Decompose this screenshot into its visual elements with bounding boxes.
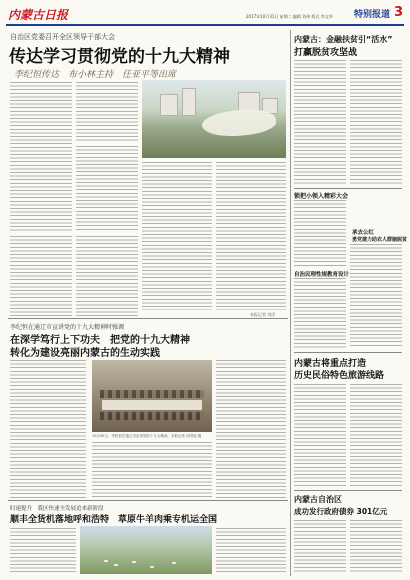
section-rule [8, 318, 288, 319]
lead-body-column-1 [10, 82, 72, 232]
meeting-photo-caption: 10月30日，李纪恒在通辽市宣讲党的十九大精神。本报记者 孙国瑞 摄 [92, 434, 202, 438]
lead-body-column-7 [76, 236, 138, 316]
section-rule [294, 490, 402, 491]
story5-body-a [294, 384, 346, 486]
story1-headline[interactable]: 打赢脱贫攻坚战 [294, 48, 358, 58]
lead-kicker: 自治区党委召开全区领导干部大会 [10, 33, 115, 41]
story6-body-a [294, 520, 346, 574]
story3-headline[interactable]: 承去公红 [352, 230, 375, 236]
story3-body [350, 244, 402, 348]
lead-body-column-2 [76, 82, 138, 142]
story2-headline[interactable]: 锁把小领入精彩大会 [294, 193, 349, 200]
column-divider [290, 30, 291, 576]
newspaper-logo: 内蒙古日报 [8, 8, 69, 22]
story4-body [294, 278, 346, 348]
lead-subtitle: 李纪恒传达 布小林主持 任亚平等出席 [14, 70, 177, 80]
section-name: 特别报道 [353, 10, 390, 20]
pasture-photo [80, 526, 212, 574]
story6-body-b [350, 520, 402, 574]
lead-body-column-4 [142, 162, 212, 310]
meeting-attendees [100, 412, 204, 420]
story2-body [294, 200, 346, 266]
photo-building [160, 94, 178, 116]
story4-headline[interactable]: 自治民理性规教育设计 [294, 272, 350, 278]
lead-byline: 本报记者 刘洋 [250, 312, 276, 317]
second-headline-line-2[interactable]: 转化为建设亮丽内蒙古的生动实践 [10, 348, 160, 359]
sheep [132, 561, 136, 563]
second-body-column-1 [10, 360, 86, 498]
masthead [6, 4, 404, 26]
lead-body-column-3 [76, 146, 138, 232]
story5-headline-line-2[interactable]: 历史民俗特色旅游线路 [294, 371, 385, 381]
photo-building [182, 88, 196, 116]
sheep [114, 564, 118, 566]
section-rule [294, 352, 402, 353]
lead-body-column-5 [216, 162, 286, 310]
story6-headline-line-2[interactable]: 成功发行政府债券 301亿元 [294, 507, 388, 516]
story1-body-b [350, 60, 402, 186]
lead-headline[interactable]: 传达学习贯彻党的十九大精神 [9, 47, 230, 67]
story3-subheadline[interactable]: 勇党建力助农人群脑脱贫 [352, 237, 408, 243]
page-number: 3 [393, 5, 403, 20]
sheep [172, 562, 176, 564]
story6-headline-line-1[interactable]: 内蒙古自治区 [294, 495, 342, 504]
meeting-attendees [100, 390, 204, 398]
section-rule [8, 500, 288, 501]
third-kicker: 时速提升 我区快速全发展追来新阶段 [10, 506, 104, 512]
sheep [150, 566, 154, 568]
story5-body-b [350, 384, 402, 486]
second-body-column-3 [92, 442, 212, 498]
third-headline[interactable]: 顺丰全货机落地呼和浩特 草原牛羊肉乘专机运全国 [10, 515, 218, 525]
second-body-column-2 [216, 360, 286, 498]
lead-photo [142, 80, 286, 158]
story1-body-a [294, 60, 346, 186]
third-body-column-2 [216, 528, 286, 574]
third-body-column-1 [10, 528, 76, 574]
section-rule [294, 188, 402, 189]
second-kicker: 李纪恒在通辽市宣讲党的十九大精神时强调 [10, 324, 125, 331]
issue-meta: 2017年10月31日 星期二 编辑 刘伟 版式 李文华 [246, 14, 333, 19]
second-headline-line-1[interactable]: 在深学笃行上下功夫 把党的十九大精神 [10, 335, 190, 346]
meeting-table [102, 400, 202, 410]
sheep [104, 560, 108, 562]
story5-headline-line-1[interactable]: 内蒙古将重点打造 [294, 359, 367, 369]
lead-body-column-6 [10, 236, 72, 316]
story1-kicker[interactable]: 内蒙古：金融扶贫引“活水” [294, 35, 393, 44]
meeting-photo [92, 360, 212, 432]
